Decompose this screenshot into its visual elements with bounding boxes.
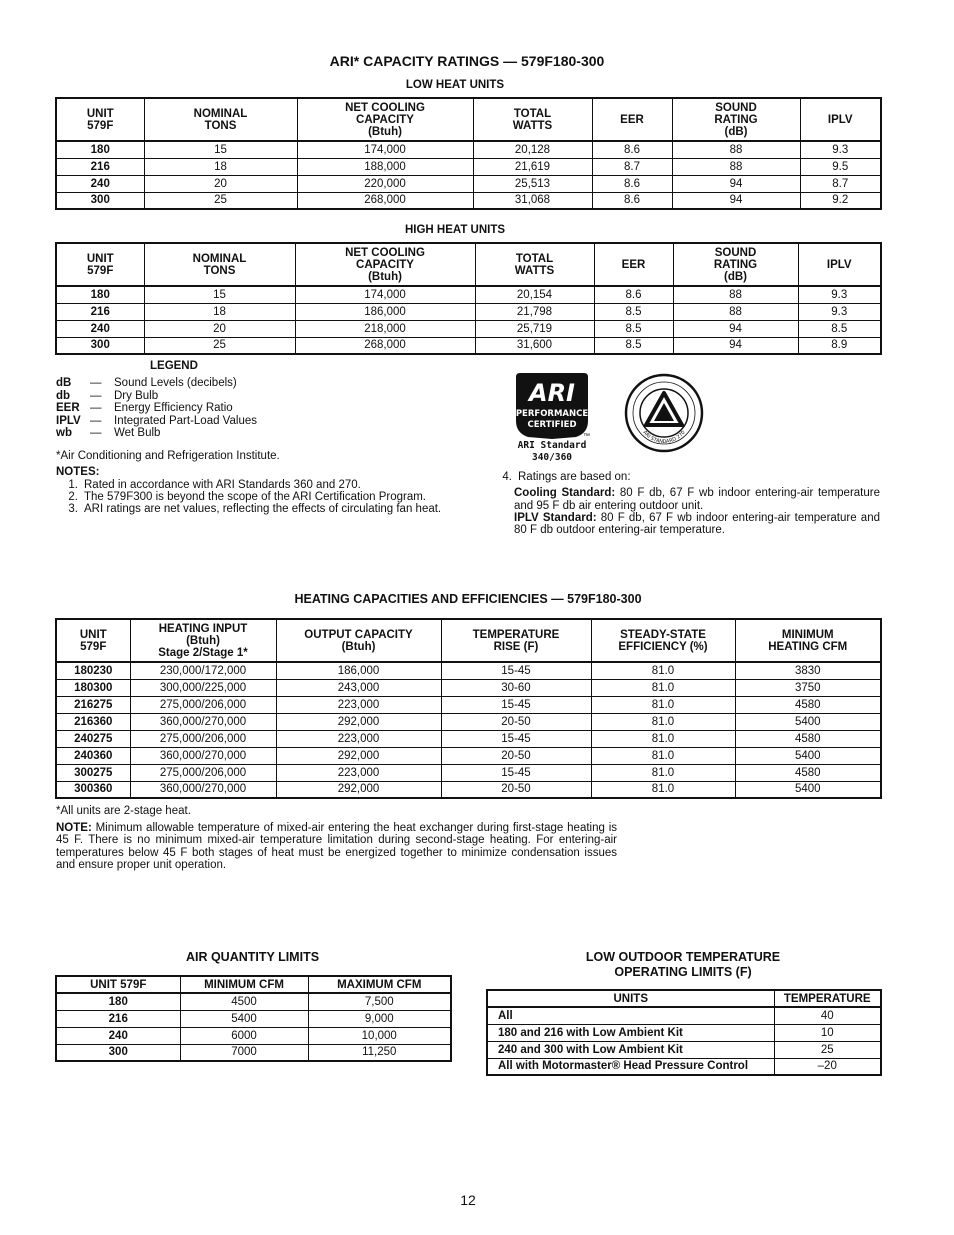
table-cell: 174,000 <box>295 286 475 303</box>
low-heat-table <box>55 97 882 210</box>
column-header: EER <box>592 98 672 141</box>
ari-logo-certified: CERTIFIED <box>527 420 577 430</box>
note-text: Ratings are based on: <box>518 471 631 483</box>
table-cell: 186,000 <box>276 662 441 679</box>
table-cell: –20 <box>774 1058 881 1075</box>
legend-title: LEGEND <box>150 360 198 372</box>
table-cell: 6000 <box>180 1027 308 1044</box>
table-cell: 94 <box>672 192 800 209</box>
column-header: SOUND RATING (dB) <box>672 98 800 141</box>
table-cell: 180300 <box>56 679 130 696</box>
column-header: UNIT 579F <box>56 976 180 993</box>
ari-title: ARI* CAPACITY RATINGS — 579F180-300 <box>329 53 605 69</box>
cooling-standard-label: Cooling Standard: <box>514 487 616 500</box>
legend-desc: Energy Efficiency Ratio <box>114 402 233 415</box>
table-row <box>56 993 451 1010</box>
ari-logo-text: ARI <box>529 379 575 407</box>
ari-badge-icon <box>514 371 590 439</box>
table-header-row <box>487 990 881 1007</box>
column-header: UNIT 579F <box>56 619 130 662</box>
table-cell: 25 <box>144 192 297 209</box>
table-cell: 30-60 <box>441 679 591 696</box>
table-cell: 88 <box>673 286 798 303</box>
table-cell: 5400 <box>735 781 881 798</box>
legend-key: wb <box>56 427 72 440</box>
table-cell: 20,154 <box>475 286 594 303</box>
legend-desc: Integrated Part-Load Values <box>114 414 257 427</box>
table-cell: 275,000/206,000 <box>130 696 276 713</box>
table-cell: 268,000 <box>297 192 473 209</box>
column-header: UNIT 579F <box>56 243 144 286</box>
heating-note-label: NOTE: <box>56 822 92 834</box>
table-cell: 20-50 <box>441 781 591 798</box>
heating-note-text: Minimum allowable temperature of mixed-air entering the heat exchanger during first-stage heating is 45 F. There is no minimum mixed-air temperature limitation during second-stage heating. For entering-air temperatures below 45 F both stages of heat must be energized together to minimize condensation issues and ensure proper unit operation. <box>56 822 617 872</box>
table-cell: 8.5 <box>798 320 881 337</box>
table-cell: 268,000 <box>295 337 475 354</box>
table-row <box>487 1058 881 1075</box>
legend-list <box>56 377 257 440</box>
column-header: NOMINAL TONS <box>144 98 297 141</box>
table-row <box>487 1041 881 1058</box>
table-row <box>56 337 881 354</box>
legend-item <box>56 415 257 428</box>
table-row <box>56 320 881 337</box>
legend-dash: — <box>90 389 102 402</box>
high-heat-table <box>55 242 882 355</box>
table-cell: 9.5 <box>800 158 881 175</box>
table-cell: 81.0 <box>591 696 735 713</box>
table-row <box>56 679 881 696</box>
note-number: 4. <box>502 471 512 483</box>
table-cell: 81.0 <box>591 730 735 747</box>
table-row <box>56 747 881 764</box>
table-cell: 9.3 <box>800 141 881 158</box>
table-cell: 8.5 <box>594 320 673 337</box>
legend-dash: — <box>90 377 102 389</box>
legend-key: db <box>56 389 71 402</box>
table-cell: 15-45 <box>441 730 591 747</box>
ari-logo-tm: ™ <box>583 433 590 440</box>
table-cell: 292,000 <box>276 747 441 764</box>
table-cell: 240 and 300 with Low Ambient Kit <box>487 1041 774 1058</box>
table-row <box>56 662 881 679</box>
legend-desc: Sound Levels (decibels) <box>114 377 237 389</box>
column-header: OUTPUT CAPACITY (Btuh) <box>276 619 441 662</box>
table-row <box>56 303 881 320</box>
table-cell: 240 <box>56 320 144 337</box>
table-cell: 240 <box>56 175 144 192</box>
cooling-standard <box>514 487 880 512</box>
table-cell: 20-50 <box>441 713 591 730</box>
table-row <box>56 158 881 175</box>
table-cell: 81.0 <box>591 781 735 798</box>
ari-seal-icon <box>624 373 704 453</box>
legend-key: IPLV <box>56 414 81 427</box>
table-cell: 275,000/206,000 <box>130 730 276 747</box>
column-header: TEMPERATURE <box>774 990 881 1007</box>
table-cell: 300 <box>56 192 144 209</box>
table-cell: 230,000/172,000 <box>130 662 276 679</box>
legend-item <box>56 402 257 415</box>
table-cell: 8.6 <box>592 141 672 158</box>
table-cell: 94 <box>672 175 800 192</box>
table-header-row <box>56 243 881 286</box>
table-cell: 88 <box>672 158 800 175</box>
legend-item <box>56 427 257 440</box>
note-item <box>56 503 449 515</box>
table-cell: 25,719 <box>475 320 594 337</box>
table-row <box>56 286 881 303</box>
table-cell: 216275 <box>56 696 130 713</box>
legend-desc: Dry Bulb <box>114 389 159 402</box>
heating-title: HEATING CAPACITIES AND EFFICIENCIES — 579F180-300 <box>294 592 642 606</box>
column-header: NET COOLING CAPACITY (Btuh) <box>295 243 475 286</box>
note-text: Rated in accordance with ARI Standards 360 and 270. <box>84 479 361 491</box>
table-cell: 81.0 <box>591 713 735 730</box>
table-cell: 275,000/206,000 <box>130 764 276 781</box>
table-cell: 25,513 <box>473 175 592 192</box>
column-header: IPLV <box>800 98 881 141</box>
column-header: HEATING INPUT (Btuh) Stage 2/Stage 1* <box>130 619 276 662</box>
table-cell: 31,600 <box>475 337 594 354</box>
table-row <box>56 1027 451 1044</box>
table-cell: 180 <box>56 286 144 303</box>
table-row <box>56 1010 451 1027</box>
table-cell: 5400 <box>180 1010 308 1027</box>
column-header: STEADY-STATE EFFICIENCY (%) <box>591 619 735 662</box>
table-cell: 15-45 <box>441 696 591 713</box>
table-cell: 81.0 <box>591 764 735 781</box>
table-cell: 360,000/270,000 <box>130 713 276 730</box>
column-header: MAXIMUM CFM <box>308 976 451 993</box>
table-cell: 21,798 <box>475 303 594 320</box>
column-header: TOTAL WATTS <box>475 243 594 286</box>
low-outdoor-title <box>486 950 880 979</box>
table-cell: 174,000 <box>297 141 473 158</box>
table-cell: 300 <box>56 337 144 354</box>
column-header: SOUND RATING (dB) <box>673 243 798 286</box>
table-cell: 4500 <box>180 993 308 1010</box>
table-cell: 180230 <box>56 662 130 679</box>
table-cell: 8.6 <box>592 192 672 209</box>
table-cell: 15-45 <box>441 662 591 679</box>
table-cell: 40 <box>774 1007 881 1024</box>
table-row <box>56 713 881 730</box>
table-cell: 223,000 <box>276 696 441 713</box>
table-cell: 9.2 <box>800 192 881 209</box>
table-cell: 240275 <box>56 730 130 747</box>
ari-standard-line2: 340/360 <box>531 452 573 463</box>
table-cell: 292,000 <box>276 713 441 730</box>
iplv-standard-label: IPLV Standard: <box>514 512 597 525</box>
table-cell: 18 <box>144 303 295 320</box>
table-cell: 3830 <box>735 662 881 679</box>
seal-standard-text: ARI STANDARD 270 <box>641 429 687 446</box>
table-cell: All with Motormaster® Head Pressure Control <box>487 1058 774 1075</box>
table-cell: 81.0 <box>591 747 735 764</box>
heating-table <box>55 618 882 799</box>
page-number: 12 <box>460 1192 476 1208</box>
table-cell: 188,000 <box>297 158 473 175</box>
table-cell: 8.5 <box>594 337 673 354</box>
high-heat-title: HIGH HEAT UNITS <box>404 224 506 236</box>
table-header-row <box>56 98 881 141</box>
table-cell: 300,000/225,000 <box>130 679 276 696</box>
table-cell: 25 <box>774 1041 881 1058</box>
table-cell: 9.3 <box>798 303 881 320</box>
notes-title: NOTES: <box>56 466 100 478</box>
table-cell: 223,000 <box>276 730 441 747</box>
legend-dash: — <box>90 414 102 427</box>
legend-dash: — <box>90 427 102 440</box>
table-cell: 88 <box>673 303 798 320</box>
table-header-row <box>56 619 881 662</box>
heating-note <box>56 822 617 872</box>
column-header: TOTAL WATTS <box>473 98 592 141</box>
notes-list <box>56 479 449 516</box>
iplv-standard <box>514 512 880 537</box>
column-header: MINIMUM HEATING CFM <box>735 619 881 662</box>
legend-key: dB <box>56 377 72 389</box>
legend-key: EER <box>56 402 80 415</box>
table-cell: 94 <box>673 320 798 337</box>
legend-item <box>56 390 257 403</box>
table-cell: 4580 <box>735 696 881 713</box>
heating-footnote: *All units are 2-stage heat. <box>56 805 191 817</box>
table-cell: 180 <box>56 141 144 158</box>
air-quantity-table <box>55 975 452 1062</box>
table-header-row <box>56 976 451 993</box>
table-cell: 5400 <box>735 713 881 730</box>
air-quantity-title: AIR QUANTITY LIMITS <box>185 950 320 964</box>
table-cell: 10 <box>774 1024 881 1041</box>
table-cell: 94 <box>673 337 798 354</box>
low-outdoor-table <box>486 989 882 1076</box>
table-cell: 216 <box>56 303 144 320</box>
column-header: NOMINAL TONS <box>144 243 295 286</box>
table-cell: 10,000 <box>308 1027 451 1044</box>
table-cell: 20 <box>144 320 295 337</box>
column-header: TEMPERATURE RISE (F) <box>441 619 591 662</box>
column-header: IPLV <box>798 243 881 286</box>
table-cell: All <box>487 1007 774 1024</box>
table-cell: 81.0 <box>591 679 735 696</box>
table-cell: 8.7 <box>800 175 881 192</box>
ari-performance-certified-logo <box>514 371 590 463</box>
table-cell: 7000 <box>180 1044 308 1061</box>
note-number: 3. <box>68 503 78 516</box>
table-cell: 25 <box>144 337 295 354</box>
table-cell: 300360 <box>56 781 130 798</box>
iplv-standard-text: 80 F db, 67 F wb indoor entering-air temperature and 80 F db outdoor entering-air temperature. <box>514 512 880 537</box>
low-outdoor-title-line2: OPERATING LIMITS (F) <box>614 964 752 979</box>
table-cell: 240 <box>56 1027 180 1044</box>
column-header: NET COOLING CAPACITY (Btuh) <box>297 98 473 141</box>
ari-270-seal <box>624 373 704 453</box>
table-cell: 9,000 <box>308 1010 451 1027</box>
table-cell: 360,000/270,000 <box>130 781 276 798</box>
table-cell: 8.7 <box>592 158 672 175</box>
table-cell: 3750 <box>735 679 881 696</box>
table-row <box>56 696 881 713</box>
legend-dash: — <box>90 402 102 415</box>
table-cell: 18 <box>144 158 297 175</box>
cooling-standard-text: 80 F db, 67 F wb indoor entering-air temperature and 95 F db air entering outdoor unit. <box>514 487 880 512</box>
table-cell: 88 <box>672 141 800 158</box>
note-item <box>56 479 449 491</box>
ari-standard-line1: ARI Standard <box>517 440 587 451</box>
note-text: ARI ratings are net values, reflecting the effects of circulating fan heat. <box>84 503 442 516</box>
table-cell: 216 <box>56 158 144 175</box>
column-header: EER <box>594 243 673 286</box>
table-cell: 8.9 <box>798 337 881 354</box>
table-cell: 8.5 <box>594 303 673 320</box>
table-row <box>487 1024 881 1041</box>
table-cell: 20,128 <box>473 141 592 158</box>
table-row <box>487 1007 881 1024</box>
table-cell: 180 <box>56 993 180 1010</box>
table-cell: 186,000 <box>295 303 475 320</box>
table-row <box>56 1044 451 1061</box>
ari-logo-performance: PERFORMANCE <box>515 409 589 419</box>
table-cell: 9.3 <box>798 286 881 303</box>
table-cell: 20 <box>144 175 297 192</box>
table-row <box>56 764 881 781</box>
table-row <box>56 175 881 192</box>
column-header: UNITS <box>487 990 774 1007</box>
table-cell: 8.6 <box>592 175 672 192</box>
table-cell: 292,000 <box>276 781 441 798</box>
table-cell: 21,619 <box>473 158 592 175</box>
table-row <box>56 730 881 747</box>
legend-desc: Wet Bulb <box>114 427 161 440</box>
table-cell: 216360 <box>56 713 130 730</box>
table-cell: 360,000/270,000 <box>130 747 276 764</box>
table-cell: 220,000 <box>297 175 473 192</box>
note-4 <box>490 471 880 537</box>
table-cell: 11,250 <box>308 1044 451 1061</box>
table-cell: 243,000 <box>276 679 441 696</box>
low-heat-title: LOW HEAT UNITS <box>405 79 505 91</box>
table-cell: 218,000 <box>295 320 475 337</box>
table-cell: 15 <box>144 286 295 303</box>
table-cell: 180 and 216 with Low Ambient Kit <box>487 1024 774 1041</box>
table-cell: 15 <box>144 141 297 158</box>
table-cell: 4580 <box>735 730 881 747</box>
column-header: MINIMUM CFM <box>180 976 308 993</box>
note-text: The 579F300 is beyond the scope of the ARI Certification Program. <box>84 491 426 504</box>
note-number: 1. <box>68 479 78 491</box>
table-cell: 7,500 <box>308 993 451 1010</box>
table-cell: 300 <box>56 1044 180 1061</box>
table-row <box>56 192 881 209</box>
note-number: 2. <box>68 491 78 504</box>
table-cell: 5400 <box>735 747 881 764</box>
table-cell: 31,068 <box>473 192 592 209</box>
table-cell: 216 <box>56 1010 180 1027</box>
table-cell: 300275 <box>56 764 130 781</box>
ari-footnote: *Air Conditioning and Refrigeration Institute. <box>56 450 280 462</box>
table-cell: 15-45 <box>441 764 591 781</box>
legend-item <box>56 377 257 390</box>
note-item <box>56 491 449 503</box>
low-outdoor-title-line1: LOW OUTDOOR TEMPERATURE <box>585 950 781 964</box>
table-cell: 8.6 <box>594 286 673 303</box>
table-cell: 20-50 <box>441 747 591 764</box>
column-header: UNIT 579F <box>56 98 144 141</box>
table-cell: 4580 <box>735 764 881 781</box>
table-cell: 81.0 <box>591 662 735 679</box>
table-row <box>56 781 881 798</box>
table-row <box>56 141 881 158</box>
table-cell: 223,000 <box>276 764 441 781</box>
table-cell: 240360 <box>56 747 130 764</box>
